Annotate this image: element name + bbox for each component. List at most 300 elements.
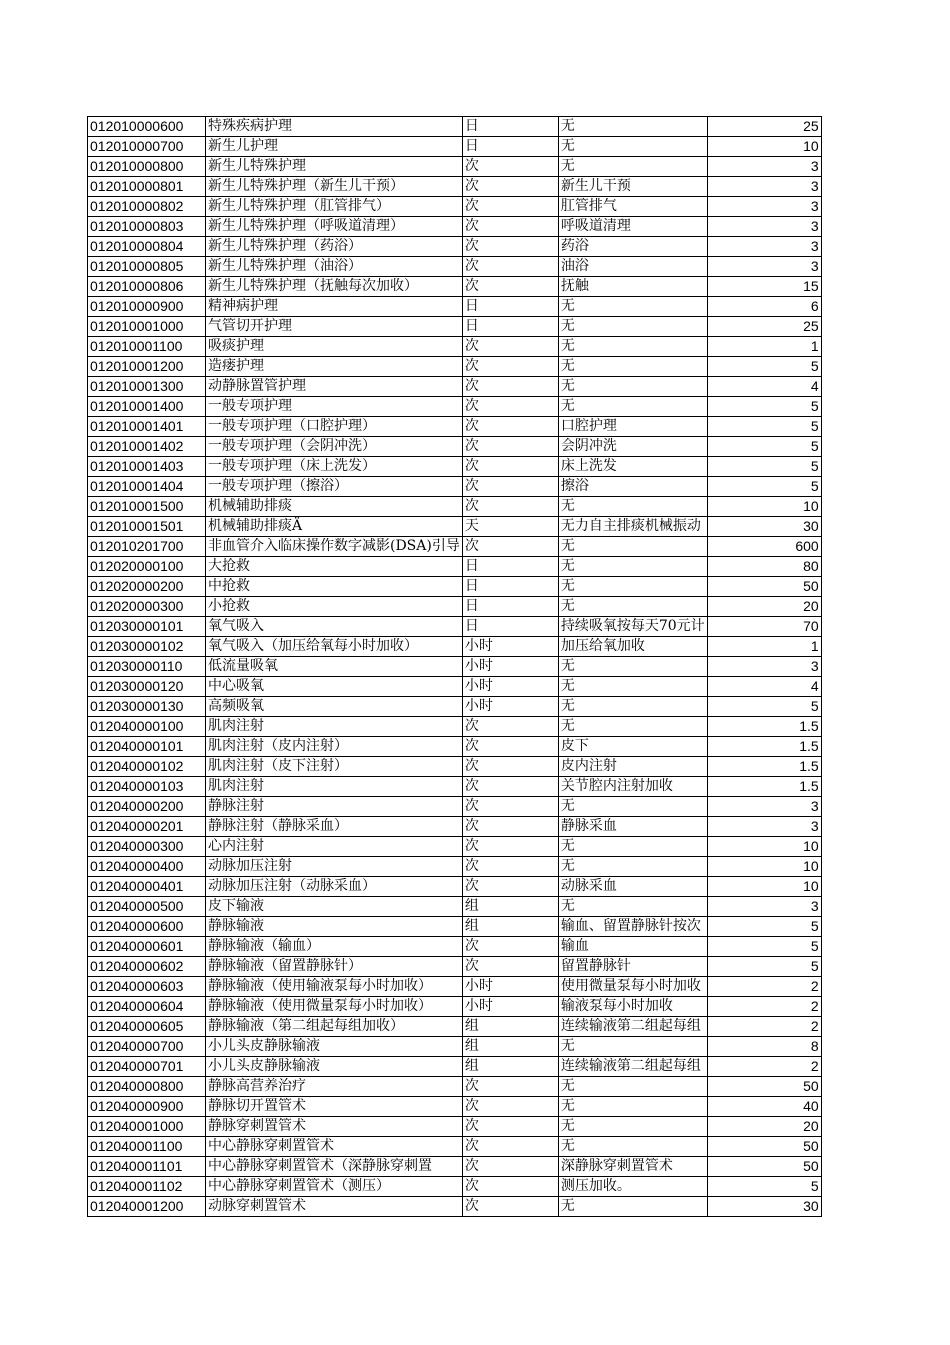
item-code-cell: 012010000803 [88, 217, 206, 237]
unit-cell: 小时 [462, 697, 558, 717]
price-cell: 20 [707, 1117, 821, 1137]
price-cell: 1.5 [707, 757, 821, 777]
price-cell: 3 [707, 157, 821, 177]
table-row [88, 177, 822, 197]
price-cell: 8 [707, 1037, 821, 1057]
table-row [88, 517, 822, 537]
table-row [88, 157, 822, 177]
table-row [88, 437, 822, 457]
table-row [88, 497, 822, 517]
note-cell: 无 [558, 497, 707, 517]
table-row [88, 1037, 822, 1057]
unit-cell: 日 [462, 297, 558, 317]
item-name-cell: 小儿头皮静脉输液 [206, 1037, 463, 1057]
note-cell: 无 [558, 137, 707, 157]
item-name-cell: 大抢救 [206, 557, 463, 577]
unit-cell: 次 [462, 857, 558, 877]
note-cell: 肛管排气 [558, 197, 707, 217]
table-row [88, 737, 822, 757]
table-row [88, 1097, 822, 1117]
item-name-cell: 一般专项护理 [206, 397, 463, 417]
note-cell: 口腔护理 [558, 417, 707, 437]
price-cell: 50 [707, 1157, 821, 1177]
price-cell: 2 [707, 1057, 821, 1077]
note-cell: 药浴 [558, 237, 707, 257]
item-name-cell: 一般专项护理（床上洗发） [206, 457, 463, 477]
item-name-cell: 吸痰护理 [206, 337, 463, 357]
table-row [88, 477, 822, 497]
item-code-cell: 012040000300 [88, 837, 206, 857]
item-name-cell: 中心静脉穿刺置管术（测压） [206, 1177, 463, 1197]
item-code-cell: 012010001000 [88, 317, 206, 337]
table-row [88, 1137, 822, 1157]
note-cell: 无 [558, 597, 707, 617]
item-name-cell: 中心静脉穿刺置管术 [206, 1137, 463, 1157]
price-cell: 3 [707, 897, 821, 917]
price-cell: 4 [707, 677, 821, 697]
note-cell: 持续吸氧按每天70元计 [558, 617, 707, 637]
price-cell: 3 [707, 197, 821, 217]
table-row [88, 1197, 822, 1217]
table-row [88, 577, 822, 597]
unit-cell: 日 [462, 557, 558, 577]
price-cell: 3 [707, 657, 821, 677]
unit-cell: 小时 [462, 677, 558, 697]
price-cell: 80 [707, 557, 821, 577]
note-cell: 抚触 [558, 277, 707, 297]
price-cell: 25 [707, 317, 821, 337]
note-cell: 加压给氧加收 [558, 637, 707, 657]
price-cell: 3 [707, 257, 821, 277]
table-row [88, 777, 822, 797]
note-cell: 皮下 [558, 737, 707, 757]
unit-cell: 次 [462, 157, 558, 177]
unit-cell: 次 [462, 457, 558, 477]
price-cell: 3 [707, 817, 821, 837]
item-code-cell: 012040000701 [88, 1057, 206, 1077]
item-name-cell: 机械辅助排痰 [206, 497, 463, 517]
price-cell: 2 [707, 997, 821, 1017]
note-cell: 静脉采血 [558, 817, 707, 837]
note-cell: 无 [558, 797, 707, 817]
item-name-cell: 新生儿特殊护理（肛管排气） [206, 197, 463, 217]
item-code-cell: 012040000200 [88, 797, 206, 817]
item-name-cell: 肌肉注射 [206, 777, 463, 797]
item-name-cell: 中心吸氧 [206, 677, 463, 697]
note-cell: 动脉采血 [558, 877, 707, 897]
item-code-cell: 012010000805 [88, 257, 206, 277]
item-code-cell: 012040000500 [88, 897, 206, 917]
unit-cell: 次 [462, 357, 558, 377]
table-row [88, 297, 822, 317]
table-row [88, 677, 822, 697]
unit-cell: 组 [462, 1017, 558, 1037]
table-row [88, 1017, 822, 1037]
item-name-cell: 皮下输液 [206, 897, 463, 917]
unit-cell: 次 [462, 257, 558, 277]
price-cell: 15 [707, 277, 821, 297]
item-code-cell: 012040001100 [88, 1137, 206, 1157]
item-name-cell: 静脉输液（使用输液泵每小时加收） [206, 977, 463, 997]
price-cell: 5 [707, 437, 821, 457]
price-cell: 50 [707, 577, 821, 597]
item-name-cell: 造瘘护理 [206, 357, 463, 377]
table-row [88, 197, 822, 217]
item-code-cell: 012010000802 [88, 197, 206, 217]
item-code-cell: 012010001501 [88, 517, 206, 537]
unit-cell: 次 [462, 877, 558, 897]
table-row [88, 757, 822, 777]
unit-cell: 次 [462, 177, 558, 197]
table-row [88, 657, 822, 677]
item-name-cell: 静脉输液（使用微量泵每小时加收） [206, 997, 463, 1017]
table-row [88, 1077, 822, 1097]
item-code-cell: 012010001404 [88, 477, 206, 497]
note-cell: 床上洗发 [558, 457, 707, 477]
note-cell: 无 [558, 1077, 707, 1097]
unit-cell: 组 [462, 1057, 558, 1077]
unit-cell: 小时 [462, 637, 558, 657]
item-code-cell: 012040000600 [88, 917, 206, 937]
unit-cell: 次 [462, 957, 558, 977]
item-name-cell: 非血管介入临床操作数字减影(DSA)引导 [206, 537, 463, 557]
item-name-cell: 动脉加压注射（动脉采血） [206, 877, 463, 897]
unit-cell: 次 [462, 277, 558, 297]
item-name-cell: 低流量吸氧 [206, 657, 463, 677]
table-row [88, 857, 822, 877]
unit-cell: 次 [462, 197, 558, 217]
item-code-cell: 012010201700 [88, 537, 206, 557]
unit-cell: 次 [462, 537, 558, 557]
unit-cell: 日 [462, 137, 558, 157]
note-cell: 输液泵每小时加收 [558, 997, 707, 1017]
table-row [88, 637, 822, 657]
item-code-cell: 012040000700 [88, 1037, 206, 1057]
item-name-cell: 新生儿特殊护理（呼吸道清理） [206, 217, 463, 237]
item-code-cell: 012010000800 [88, 157, 206, 177]
note-cell: 测压加收。 [558, 1177, 707, 1197]
unit-cell: 天 [462, 517, 558, 537]
table-row [88, 117, 822, 137]
table-row [88, 937, 822, 957]
table-row [88, 457, 822, 477]
price-cell: 30 [707, 517, 821, 537]
item-name-cell: 静脉输液 [206, 917, 463, 937]
item-code-cell: 012040000900 [88, 1097, 206, 1117]
item-name-cell: 静脉注射（静脉采血） [206, 817, 463, 837]
item-name-cell: 小儿头皮静脉输液 [206, 1057, 463, 1077]
item-name-cell: 肌肉注射（皮下注射） [206, 757, 463, 777]
table-row [88, 397, 822, 417]
note-cell: 会阴冲洗 [558, 437, 707, 457]
item-name-cell: 气管切开护理 [206, 317, 463, 337]
table-row [88, 617, 822, 637]
note-cell: 无 [558, 357, 707, 377]
item-name-cell: 一般专项护理（会阴冲洗） [206, 437, 463, 457]
price-cell: 1.5 [707, 737, 821, 757]
unit-cell: 小时 [462, 977, 558, 997]
item-name-cell: 静脉切开置管术 [206, 1097, 463, 1117]
unit-cell: 日 [462, 117, 558, 137]
price-cell: 5 [707, 917, 821, 937]
item-code-cell: 012010001100 [88, 337, 206, 357]
table-row [88, 217, 822, 237]
item-name-cell: 中心静脉穿刺置管术（深静脉穿刺置 [206, 1157, 463, 1177]
price-cell: 30 [707, 1197, 821, 1217]
item-code-cell: 012010000600 [88, 117, 206, 137]
unit-cell: 次 [462, 1137, 558, 1157]
price-cell: 2 [707, 977, 821, 997]
price-cell: 3 [707, 177, 821, 197]
item-code-cell: 012040000605 [88, 1017, 206, 1037]
unit-cell: 次 [462, 377, 558, 397]
table-row [88, 717, 822, 737]
item-code-cell: 012040001102 [88, 1177, 206, 1197]
table-row [88, 837, 822, 857]
unit-cell: 次 [462, 797, 558, 817]
unit-cell: 次 [462, 757, 558, 777]
price-cell: 5 [707, 457, 821, 477]
note-cell: 无 [558, 117, 707, 137]
unit-cell: 次 [462, 237, 558, 257]
item-code-cell: 012010001200 [88, 357, 206, 377]
item-code-cell: 012010000900 [88, 297, 206, 317]
price-cell: 1.5 [707, 777, 821, 797]
unit-cell: 次 [462, 837, 558, 857]
price-cell: 50 [707, 1137, 821, 1157]
item-code-cell: 012030000120 [88, 677, 206, 697]
note-cell: 无 [558, 697, 707, 717]
item-name-cell: 新生儿特殊护理（油浴） [206, 257, 463, 277]
note-cell: 使用微量泵每小时加收 [558, 977, 707, 997]
item-name-cell: 静脉输液（输血） [206, 937, 463, 957]
item-name-cell: 新生儿特殊护理（抚触每次加收） [206, 277, 463, 297]
item-code-cell: 012030000110 [88, 657, 206, 677]
item-code-cell: 012040001200 [88, 1197, 206, 1217]
item-code-cell: 012040000201 [88, 817, 206, 837]
table-row [88, 417, 822, 437]
price-cell: 3 [707, 797, 821, 817]
note-cell: 无 [558, 677, 707, 697]
price-cell: 3 [707, 217, 821, 237]
item-name-cell: 中抢救 [206, 577, 463, 597]
note-cell: 无 [558, 377, 707, 397]
price-cell: 40 [707, 1097, 821, 1117]
unit-cell: 次 [462, 1177, 558, 1197]
table-row [88, 137, 822, 157]
item-name-cell: 肌肉注射（皮内注射） [206, 737, 463, 757]
unit-cell: 组 [462, 897, 558, 917]
price-cell: 25 [707, 117, 821, 137]
table-row [88, 797, 822, 817]
note-cell: 无 [558, 397, 707, 417]
table-row [88, 917, 822, 937]
item-code-cell: 012040000100 [88, 717, 206, 737]
item-name-cell: 动脉加压注射 [206, 857, 463, 877]
table-row [88, 537, 822, 557]
note-cell: 无 [558, 1197, 707, 1217]
table-row [88, 1117, 822, 1137]
price-cell: 2 [707, 1017, 821, 1037]
price-cell: 5 [707, 1177, 821, 1197]
price-cell: 10 [707, 137, 821, 157]
note-cell: 无 [558, 1037, 707, 1057]
price-cell: 5 [707, 397, 821, 417]
unit-cell: 次 [462, 937, 558, 957]
table-row [88, 337, 822, 357]
price-cell: 10 [707, 497, 821, 517]
item-code-cell: 012040000102 [88, 757, 206, 777]
unit-cell: 次 [462, 777, 558, 797]
item-code-cell: 012010000801 [88, 177, 206, 197]
item-code-cell: 012040000401 [88, 877, 206, 897]
item-name-cell: 静脉注射 [206, 797, 463, 817]
note-cell: 无 [558, 1137, 707, 1157]
item-code-cell: 012010000806 [88, 277, 206, 297]
unit-cell: 次 [462, 1077, 558, 1097]
note-cell: 无 [558, 897, 707, 917]
table-row [88, 977, 822, 997]
note-cell: 无 [558, 297, 707, 317]
note-cell: 输血、留置静脉针按次 [558, 917, 707, 937]
note-cell: 无 [558, 837, 707, 857]
item-name-cell: 新生儿特殊护理 [206, 157, 463, 177]
note-cell: 无 [558, 337, 707, 357]
item-code-cell: 012040000400 [88, 857, 206, 877]
price-cell: 5 [707, 477, 821, 497]
item-code-cell: 012010000700 [88, 137, 206, 157]
note-cell: 无 [558, 657, 707, 677]
price-cell: 5 [707, 417, 821, 437]
price-cell: 1 [707, 337, 821, 357]
item-code-cell: 012040001101 [88, 1157, 206, 1177]
price-cell: 10 [707, 837, 821, 857]
item-code-cell: 012010001300 [88, 377, 206, 397]
note-cell: 新生儿干预 [558, 177, 707, 197]
table-row [88, 877, 822, 897]
item-code-cell: 012040000602 [88, 957, 206, 977]
table-row [88, 377, 822, 397]
unit-cell: 次 [462, 477, 558, 497]
unit-cell: 小时 [462, 657, 558, 677]
item-code-cell: 012010001401 [88, 417, 206, 437]
price-cell: 5 [707, 697, 821, 717]
item-name-cell: 肌肉注射 [206, 717, 463, 737]
unit-cell: 次 [462, 417, 558, 437]
item-name-cell: 新生儿特殊护理（药浴） [206, 237, 463, 257]
note-cell: 无 [558, 537, 707, 557]
price-cell: 1 [707, 637, 821, 657]
note-cell: 无 [558, 1097, 707, 1117]
note-cell: 无 [558, 317, 707, 337]
price-cell: 10 [707, 857, 821, 877]
price-cell: 5 [707, 937, 821, 957]
unit-cell: 日 [462, 577, 558, 597]
item-name-cell: 精神病护理 [206, 297, 463, 317]
unit-cell: 次 [462, 437, 558, 457]
item-name-cell: 特殊疾病护理 [206, 117, 463, 137]
item-name-cell: 新生儿特殊护理（新生儿干预） [206, 177, 463, 197]
note-cell: 深静脉穿刺置管术 [558, 1157, 707, 1177]
unit-cell: 组 [462, 1037, 558, 1057]
unit-cell: 日 [462, 597, 558, 617]
note-cell: 无力自主排痰机械振动 [558, 517, 707, 537]
price-table [87, 116, 822, 1217]
item-code-cell: 012010001402 [88, 437, 206, 457]
unit-cell: 次 [462, 1197, 558, 1217]
note-cell: 无 [558, 857, 707, 877]
item-code-cell: 012040000103 [88, 777, 206, 797]
unit-cell: 次 [462, 217, 558, 237]
table-row [88, 1157, 822, 1177]
table-row [88, 817, 822, 837]
item-code-cell: 012030000101 [88, 617, 206, 637]
unit-cell: 次 [462, 1117, 558, 1137]
unit-cell: 次 [462, 737, 558, 757]
table-row [88, 257, 822, 277]
note-cell: 无 [558, 1117, 707, 1137]
note-cell: 无 [558, 577, 707, 597]
table-row [88, 597, 822, 617]
item-name-cell: 一般专项护理（口腔护理） [206, 417, 463, 437]
price-cell: 4 [707, 377, 821, 397]
unit-cell: 次 [462, 1097, 558, 1117]
item-name-cell: 静脉高营养治疗 [206, 1077, 463, 1097]
table-row [88, 997, 822, 1017]
item-code-cell: 012040000601 [88, 937, 206, 957]
unit-cell: 组 [462, 917, 558, 937]
item-name-cell: 新生儿护理 [206, 137, 463, 157]
item-name-cell: 氧气吸入 [206, 617, 463, 637]
note-cell: 连续输液第二组起每组 [558, 1057, 707, 1077]
item-name-cell: 动静脉置管护理 [206, 377, 463, 397]
item-name-cell: 小抢救 [206, 597, 463, 617]
note-cell: 呼吸道清理 [558, 217, 707, 237]
table-row [88, 1177, 822, 1197]
price-cell: 10 [707, 877, 821, 897]
item-name-cell: 静脉输液（第二组起每组加收） [206, 1017, 463, 1037]
item-code-cell: 012040001000 [88, 1117, 206, 1137]
table-row [88, 897, 822, 917]
table-row [88, 317, 822, 337]
unit-cell: 次 [462, 1157, 558, 1177]
item-code-cell: 012030000102 [88, 637, 206, 657]
note-cell: 油浴 [558, 257, 707, 277]
item-code-cell: 012040000603 [88, 977, 206, 997]
unit-cell: 小时 [462, 997, 558, 1017]
note-cell: 无 [558, 717, 707, 737]
item-code-cell: 012020000100 [88, 557, 206, 577]
item-name-cell: 心内注射 [206, 837, 463, 857]
table-row [88, 957, 822, 977]
item-code-cell: 012020000300 [88, 597, 206, 617]
unit-cell: 次 [462, 717, 558, 737]
item-code-cell: 012030000130 [88, 697, 206, 717]
unit-cell: 次 [462, 337, 558, 357]
item-name-cell: 氧气吸入（加压给氧每小时加收） [206, 637, 463, 657]
unit-cell: 日 [462, 317, 558, 337]
note-cell: 皮内注射 [558, 757, 707, 777]
table-row [88, 277, 822, 297]
item-name-cell: 一般专项护理（擦浴） [206, 477, 463, 497]
item-name-cell: 机械辅助排痰Ä [206, 517, 463, 537]
item-code-cell: 012040000800 [88, 1077, 206, 1097]
unit-cell: 次 [462, 817, 558, 837]
item-code-cell: 012010001400 [88, 397, 206, 417]
table-row [88, 237, 822, 257]
price-cell: 5 [707, 357, 821, 377]
price-cell: 1.5 [707, 717, 821, 737]
